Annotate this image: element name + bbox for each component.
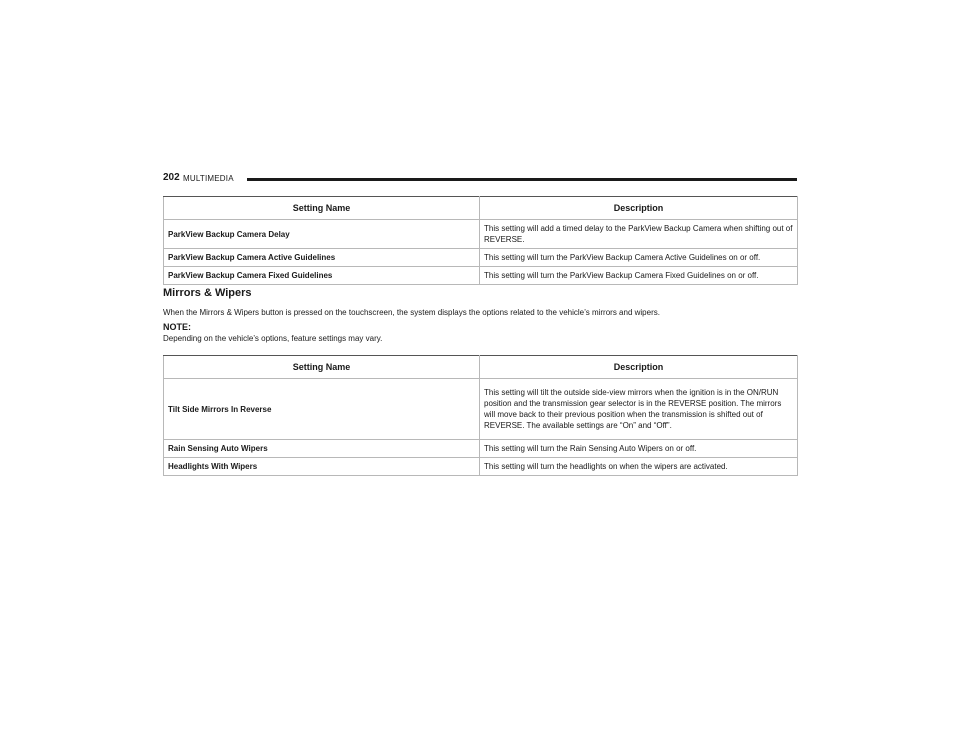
page-header bbox=[163, 171, 797, 187]
section-paragraph: When the Mirrors & Wipers button is pressed on the touchscreen, the system displays the options related to the vehicle’s mirrors and wipers. bbox=[163, 308, 660, 317]
setting-description: This setting will add a timed delay to the ParkView Backup Camera when shifting out of REVERSE. bbox=[480, 220, 798, 249]
setting-description: This setting will turn the ParkView Backup Camera Fixed Guidelines on or off. bbox=[480, 267, 798, 285]
setting-name: ParkView Backup Camera Delay bbox=[164, 220, 480, 249]
table-row bbox=[164, 440, 798, 458]
table-row bbox=[164, 267, 798, 285]
setting-name: ParkView Backup Camera Fixed Guidelines bbox=[164, 267, 480, 285]
page-number: 202 bbox=[163, 172, 180, 183]
table-row bbox=[164, 458, 798, 476]
table-header-row bbox=[164, 197, 798, 220]
setting-name: Rain Sensing Auto Wipers bbox=[164, 440, 480, 458]
mirrors-wipers-settings-table bbox=[163, 355, 798, 476]
setting-description: This setting will tilt the outside side-view mirrors when the ignition is in the ON/RUN position and the transmission gear selector is in the REVERSE position. The mirrors will move back to their previous position when the transmission is shifted out of REVERSE. The available settings are “On” and “Off”. bbox=[480, 379, 798, 440]
setting-description: This setting will turn the ParkView Backup Camera Active Guidelines on or off. bbox=[480, 249, 798, 267]
setting-name: Tilt Side Mirrors In Reverse bbox=[164, 379, 480, 440]
table-row bbox=[164, 379, 798, 440]
camera-settings-table bbox=[163, 196, 798, 285]
setting-description: This setting will turn the headlights on when the wipers are activated. bbox=[480, 458, 798, 476]
table-row bbox=[164, 249, 798, 267]
header-rule bbox=[247, 178, 797, 181]
note-label: NOTE: bbox=[163, 322, 191, 332]
column-header-description: Description bbox=[480, 197, 798, 220]
section-label: MULTIMEDIA bbox=[183, 174, 234, 183]
note-text: Depending on the vehicle’s options, feature settings may vary. bbox=[163, 334, 383, 343]
table-header-row bbox=[164, 356, 798, 379]
setting-name: ParkView Backup Camera Active Guidelines bbox=[164, 249, 480, 267]
column-header-setting-name: Setting Name bbox=[164, 356, 480, 379]
setting-description: This setting will turn the Rain Sensing Auto Wipers on or off. bbox=[480, 440, 798, 458]
table-row bbox=[164, 220, 798, 249]
column-header-description: Description bbox=[480, 356, 798, 379]
setting-name: Headlights With Wipers bbox=[164, 458, 480, 476]
column-header-setting-name: Setting Name bbox=[164, 197, 480, 220]
section-heading: Mirrors & Wipers bbox=[163, 287, 252, 299]
